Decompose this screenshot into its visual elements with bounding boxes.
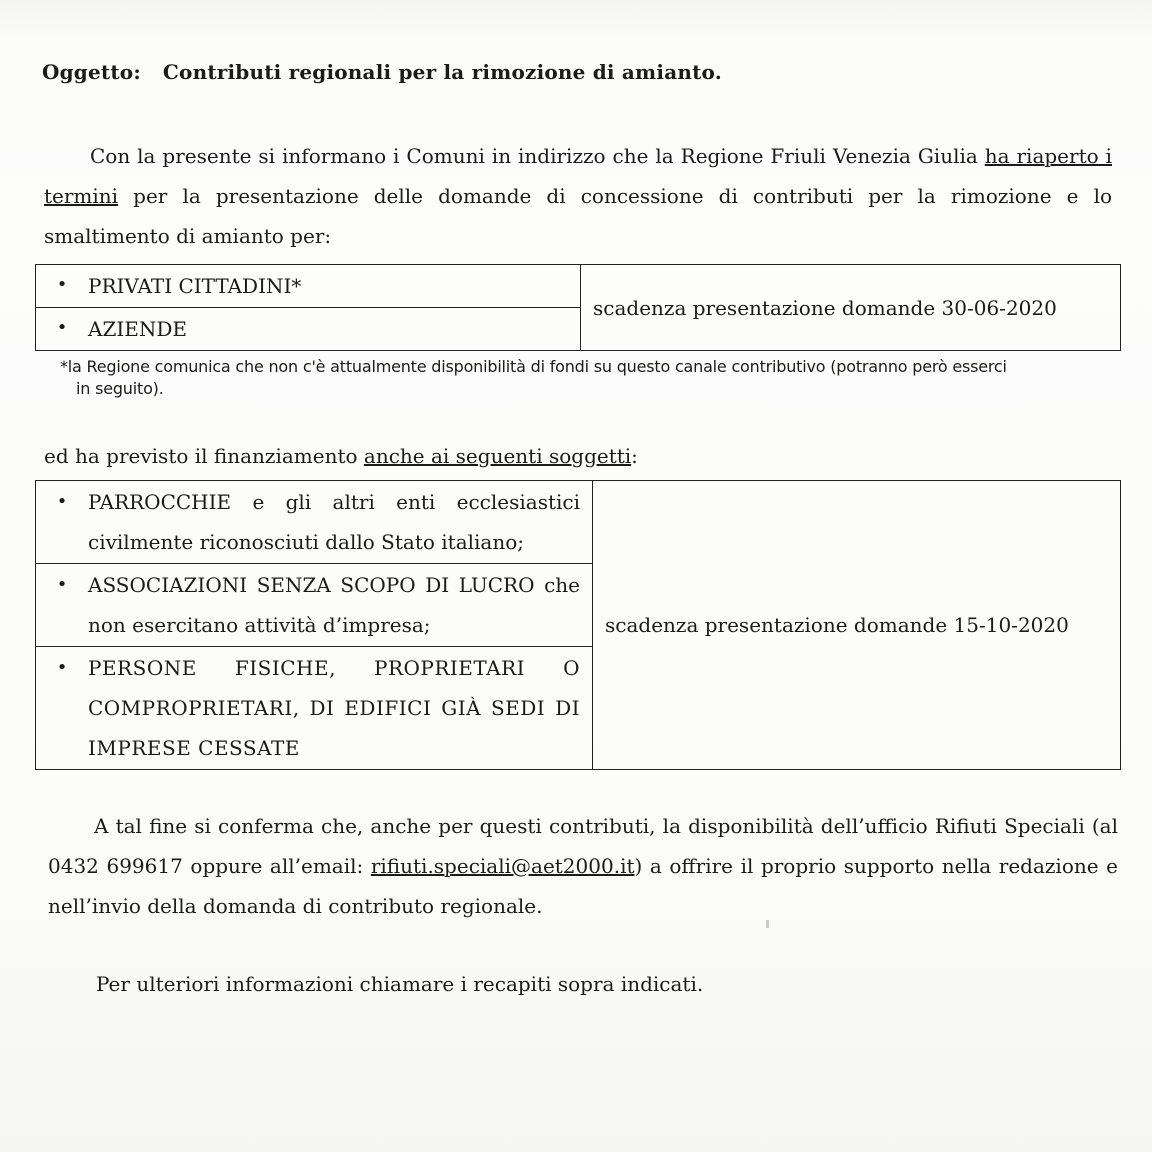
closing-paragraph: Per ulteriori informazioni chiamare i recapiti sopra indicati. bbox=[96, 972, 704, 996]
table1-item: AZIENDE bbox=[88, 317, 187, 341]
intro-paragraph bbox=[44, 136, 1112, 256]
table2-row bbox=[36, 481, 593, 564]
table1-item: PRIVATI CITTADINI* bbox=[88, 274, 302, 298]
bullet-icon: • bbox=[56, 657, 68, 678]
footnote-line1: *la Regione comunica che non c'è attualmente disponibilità di fondi su questo canale contributivo (potranno però esserci bbox=[60, 357, 1007, 376]
recipients-table-1 bbox=[35, 264, 1121, 351]
table2-row bbox=[36, 564, 593, 647]
table2-deadline: scadenza presentazione domande 15-10-2020 bbox=[605, 613, 1069, 637]
table1-deadline-cell bbox=[581, 265, 1121, 351]
subject-line bbox=[42, 60, 722, 84]
bullet-icon: • bbox=[56, 274, 68, 295]
table1-row bbox=[36, 308, 581, 351]
second-intro-part2: : bbox=[631, 444, 638, 468]
bullet-icon: • bbox=[56, 317, 68, 338]
recipients-table-2 bbox=[35, 480, 1121, 770]
support-email-link[interactable]: rifiuti.speciali@aet2000.it bbox=[370, 854, 635, 878]
table2-item: PARROCCHIE e gli altri enti ecclesiastici civilmente riconosciuti dallo Stato italiano; bbox=[88, 490, 580, 554]
support-text-part1: A tal fine si conferma che, anche per questi contributi, la disponibilità dell’ufficio Rifiuti Speciali (al 0432 699617 oppure all’email: bbox=[48, 814, 1118, 878]
table1-deadline: scadenza presentazione domande 30-06-2020 bbox=[593, 295, 1057, 320]
second-intro-part1: ed ha previsto il finanziamento bbox=[44, 444, 364, 468]
support-text-part2: ) a offrire il proprio supporto nella redazione e nell’invio della domanda di contributo regionale. bbox=[48, 854, 1118, 918]
scan-speck bbox=[766, 920, 769, 928]
second-intro-underlined: anche ai seguenti soggetti bbox=[363, 444, 632, 468]
subject-text: Contributi regionali per la rimozione di amianto. bbox=[162, 60, 722, 84]
bullet-icon: • bbox=[56, 574, 68, 595]
bullet-icon: • bbox=[56, 491, 68, 512]
subject-label: Oggetto: bbox=[42, 60, 141, 84]
intro-text-part2: per la presentazione delle domande di concessione di contributi per la rimozione e lo smaltimento di amianto per: bbox=[44, 184, 1112, 248]
table2-row bbox=[36, 647, 593, 770]
intro-underlined-text: ha riaperto i termini bbox=[44, 144, 1112, 208]
support-paragraph bbox=[48, 806, 1118, 926]
footnote bbox=[60, 356, 1114, 400]
table2-item: PERSONE FISICHE, PROPRIETARI O COMPROPRIETARI, DI EDIFICI GIÀ SEDI DI IMPRESE CESSATE bbox=[88, 656, 580, 760]
table2-deadline-cell bbox=[593, 481, 1121, 770]
table2-item: ASSOCIAZIONI SENZA SCOPO DI LUCRO che non esercitano attività d’impresa; bbox=[88, 573, 580, 637]
footnote-line2: in seguito). bbox=[76, 379, 164, 398]
intro-text-part1: Con la presente si informano i Comuni in indirizzo che la Regione Friuli Venezia Giulia bbox=[90, 144, 985, 168]
second-intro-paragraph bbox=[44, 436, 944, 476]
table1-row bbox=[36, 265, 581, 308]
